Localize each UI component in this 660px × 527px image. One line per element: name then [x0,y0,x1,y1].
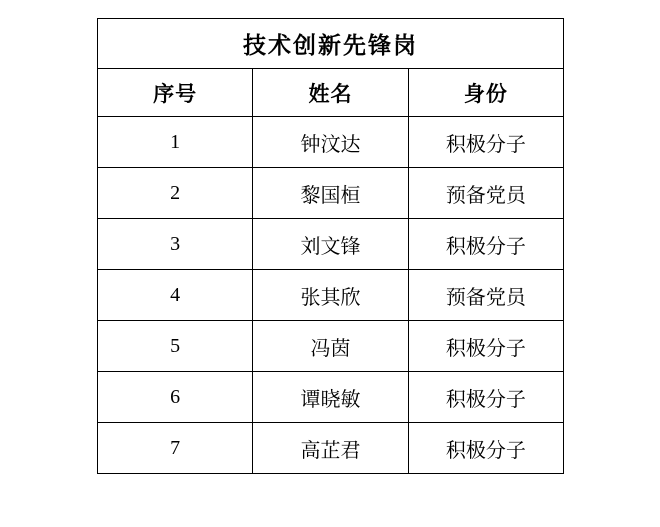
cell-name: 刘文锋 [253,219,408,270]
column-header-name: 姓名 [253,69,408,117]
column-header-role: 身份 [408,69,563,117]
cell-name: 黎国桓 [253,168,408,219]
cell-name: 张其欣 [253,270,408,321]
cell-name: 冯茵 [253,321,408,372]
table-title-row [98,19,564,69]
table-header-row [98,69,564,117]
cell-index: 3 [98,219,253,270]
cell-index: 4 [98,270,253,321]
cell-name: 谭晓敏 [253,372,408,423]
page-title: 技术创新先锋岗 [98,19,564,69]
table-row [98,117,564,168]
table-row [98,270,564,321]
honor-roll-table [97,18,564,474]
cell-index: 5 [98,321,253,372]
table-container [97,18,564,474]
cell-role: 积极分子 [408,423,563,474]
table-row [98,321,564,372]
cell-role: 积极分子 [408,372,563,423]
cell-role: 预备党员 [408,270,563,321]
table-row [98,423,564,474]
table-row [98,168,564,219]
cell-index: 2 [98,168,253,219]
cell-role: 积极分子 [408,117,563,168]
cell-role: 积极分子 [408,219,563,270]
column-header-index: 序号 [98,69,253,117]
table-row [98,372,564,423]
cell-role: 积极分子 [408,321,563,372]
cell-index: 1 [98,117,253,168]
cell-name: 高芷君 [253,423,408,474]
cell-index: 6 [98,372,253,423]
cell-name: 钟汶达 [253,117,408,168]
cell-role: 预备党员 [408,168,563,219]
table-row [98,219,564,270]
cell-index: 7 [98,423,253,474]
